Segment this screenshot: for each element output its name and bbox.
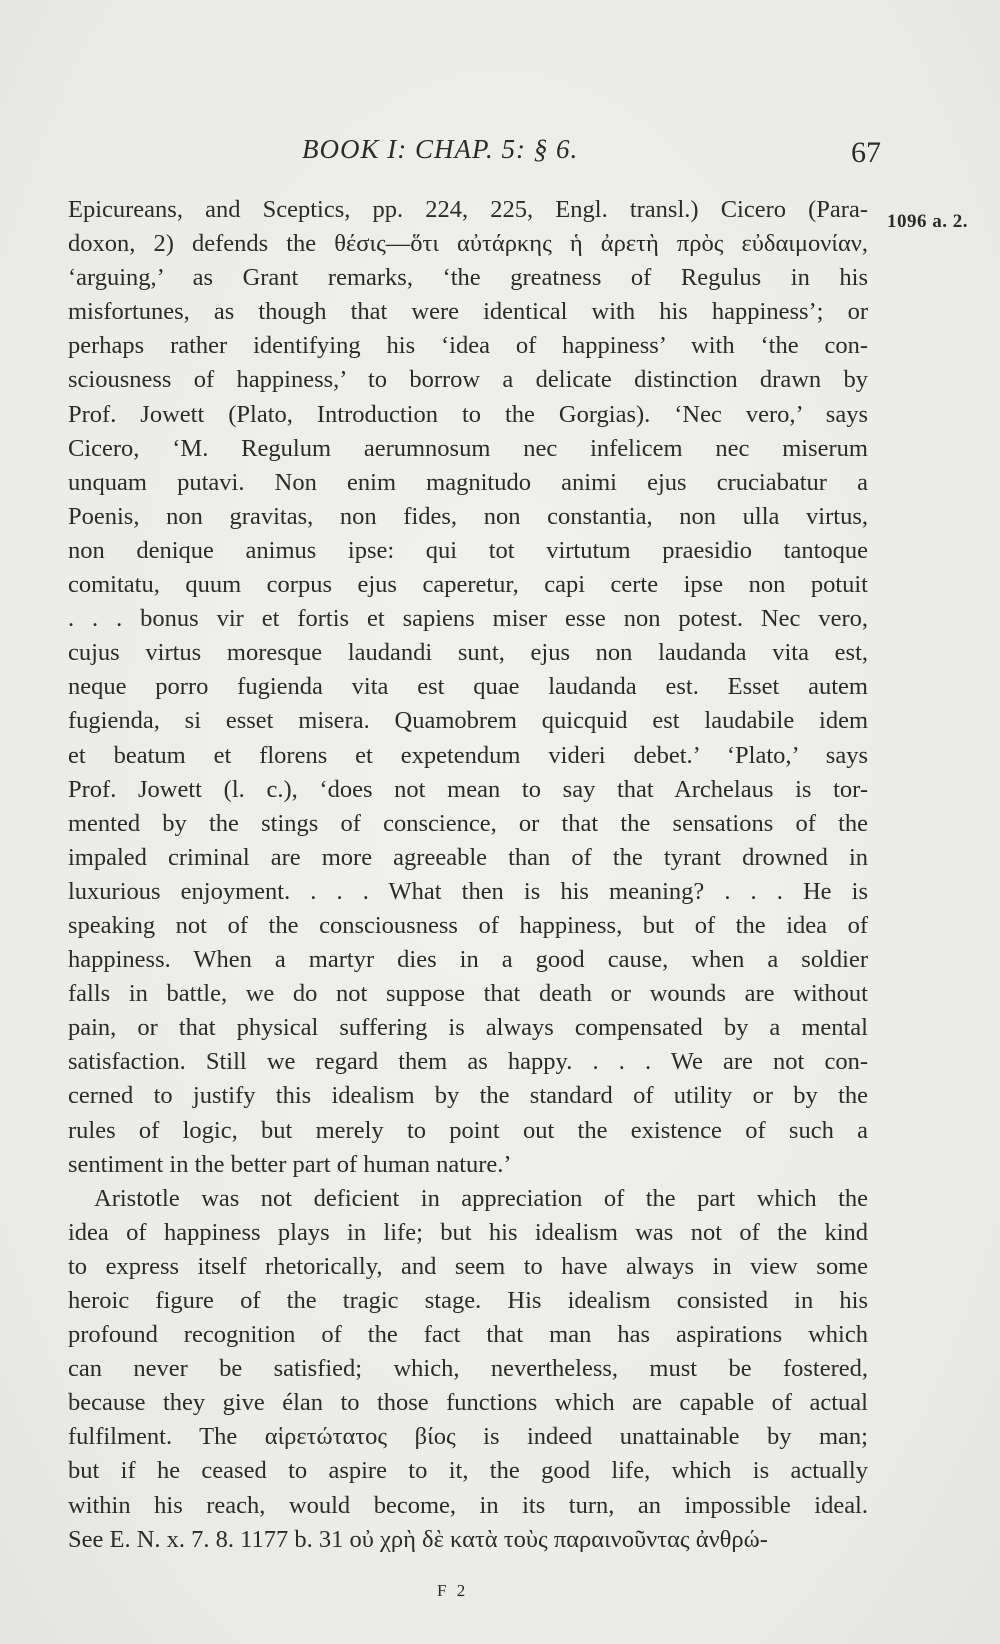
text-line: unquam putavi. Non enim magnitudo animi ejus cruciabatur a bbox=[68, 468, 868, 496]
text-line: Epicureans, and Sceptics, pp. 224, 225, Engl. transl.) Cicero (Para- bbox=[68, 196, 868, 223]
page-number: 67 bbox=[851, 136, 881, 169]
margin-reference: 1096 a. 2. bbox=[887, 211, 968, 232]
text-line: Cicero, ‘M. Regulum aerumnosum nec infelicem nec miserum bbox=[68, 434, 868, 462]
text-line: See E. N. x. 7. 8. 1177 b. 31 οὐ χρὴ δὲ κατὰ τοὺς παραινοῦντας ἀνθρώ- bbox=[68, 1525, 768, 1553]
text-line: profound recognition of the fact that man has aspirations which bbox=[68, 1321, 868, 1349]
text-body bbox=[68, 193, 868, 1557]
text-line: cerned to justify this idealism by the standard of utility or by the bbox=[68, 1082, 868, 1110]
text-line: ‘arguing,’ as Grant remarks, ‘the greatness of Regulus in his bbox=[68, 264, 868, 292]
text-line: misfortunes, as though that were identical with his happiness’; or bbox=[68, 298, 868, 326]
text-line: Poenis, non gravitas, non fides, non constantia, non ulla virtus, bbox=[68, 502, 868, 530]
text-line: . . . bonus vir et fortis et sapiens miser esse non potest. Nec vero, bbox=[68, 605, 868, 633]
text-line: Prof. Jowett (Plato, Introduction to the Gorgias). ‘Nec vero,’ says bbox=[68, 400, 868, 428]
text-line: but if he ceased to aspire to it, the good life, which is actually bbox=[68, 1457, 868, 1485]
text-line: rules of logic, but merely to point out the existence of such a bbox=[68, 1116, 868, 1144]
running-head bbox=[0, 134, 1000, 174]
text-line: perhaps rather identifying his ‘idea of happiness’ with ‘the con- bbox=[68, 332, 868, 360]
text-line: pain, or that physical suffering is always compensated by a mental bbox=[68, 1014, 868, 1042]
text-line: impaled criminal are more agreeable than of the tyrant drowned in bbox=[68, 843, 868, 871]
text-line: neque porro fugienda vita est quae laudanda est. Esset autem bbox=[68, 673, 868, 701]
text-line: fulfilment. The αἱρετώτατος βίος is indeed unattainable by man; bbox=[68, 1423, 868, 1451]
text-line: comitatu, quum corpus ejus caperetur, capi certe ipse non potuit bbox=[68, 571, 868, 599]
text-line: idea of happiness plays in life; but his idealism was not of the kind bbox=[68, 1218, 868, 1246]
paragraph-notes bbox=[68, 193, 868, 1182]
signature-mark: F 2 bbox=[437, 1581, 469, 1600]
text-line: to express itself rhetorically, and seem to have always in view some bbox=[68, 1252, 868, 1280]
text-line: doxon, 2) defends the θέσις—ὅτι αὐτάρκης ἡ ἀρετὴ πρὸς εὐδαιμονίαν, bbox=[68, 230, 868, 258]
text-line: mented by the stings of conscience, or that the sensations of the bbox=[68, 809, 868, 837]
text-line: can never be satisfied; which, nevertheless, must be fostered, bbox=[68, 1355, 868, 1383]
text-line: non denique animus ipse: qui tot virtutum praesidio tantoque bbox=[68, 536, 868, 564]
chapter-heading: BOOK I: CHAP. 5: § 6. bbox=[302, 134, 579, 164]
text-line: Prof. Jowett (l. c.), ‘does not mean to say that Archelaus is tor- bbox=[68, 775, 868, 803]
paragraph-aristotle bbox=[68, 1182, 868, 1557]
text-line: cujus virtus moresque laudandi sunt, ejus non laudanda vita est, bbox=[68, 639, 868, 667]
text-line: speaking not of the consciousness of happiness, but of the idea of bbox=[68, 911, 868, 939]
text-line: sentiment in the better part of human nature.’ bbox=[68, 1150, 512, 1178]
text-line: luxurious enjoyment. . . . What then is his meaning? . . . He is bbox=[68, 877, 868, 905]
text-line: et beatum et florens et expetendum videri debet.’ ‘Plato,’ says bbox=[68, 741, 868, 769]
text-line: Aristotle was not deficient in appreciation of the part which the bbox=[94, 1184, 868, 1212]
text-line: falls in battle, we do not suppose that death or wounds are without bbox=[68, 980, 868, 1008]
text-line: sciousness of happiness,’ to borrow a delicate distinction drawn by bbox=[68, 366, 868, 394]
text-line: satisfaction. Still we regard them as happy. . . . We are not con- bbox=[68, 1048, 868, 1076]
text-line: because they give élan to those functions which are capable of actual bbox=[68, 1389, 868, 1417]
text-line: within his reach, would become, in its turn, an impossible ideal. bbox=[68, 1491, 868, 1519]
text-line: fugienda, si esset misera. Quamobrem quicquid est laudabile idem bbox=[68, 707, 868, 735]
text-line: happiness. When a martyr dies in a good cause, when a soldier bbox=[68, 946, 868, 974]
text-line: heroic figure of the tragic stage. His idealism consisted in his bbox=[68, 1287, 868, 1314]
